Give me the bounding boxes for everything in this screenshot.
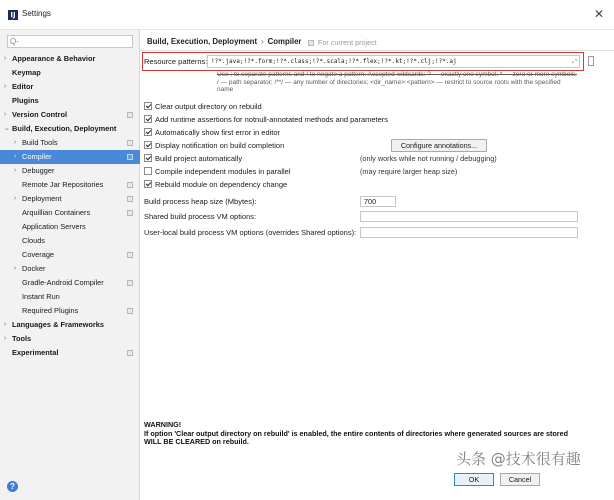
resource-patterns-input[interactable]	[207, 55, 580, 68]
sidebar-item-label: Required Plugins	[22, 306, 79, 315]
chevron-right-icon[interactable]: ›	[4, 111, 7, 118]
option-label: Add runtime assertions for notnull-annotated methods and parameters	[155, 115, 389, 124]
sidebar-item-clouds[interactable]	[0, 234, 140, 248]
scope-label: For current project	[318, 38, 377, 47]
sidebar-item-label: Keymap	[12, 68, 41, 77]
hint-line: Use ; to separate patterns and ! to negate a pattern. Accepted wildcards: ? — exactly one symbol; * — zero or more symbols;	[217, 71, 577, 78]
shared-vm-options-input[interactable]	[360, 211, 578, 222]
sidebar-item-editor[interactable]	[0, 80, 140, 94]
user-vm-options-input[interactable]	[360, 227, 578, 238]
sidebar-item-label: Arquillian Containers	[22, 208, 91, 217]
sidebar-item-label: Debugger	[22, 166, 55, 175]
configure-annotations-button[interactable]: Configure annotations...	[391, 139, 487, 152]
option-note: (only works while not running / debugging)	[360, 154, 497, 163]
option-rebuild-module-on-dependency-change[interactable]	[144, 180, 287, 190]
checkbox[interactable]	[144, 128, 152, 136]
chevron-right-icon[interactable]: ›	[14, 139, 17, 146]
chevron-right-icon[interactable]: ›	[14, 265, 17, 272]
resource-patterns-label: Resource patterns:	[144, 57, 208, 66]
header-divider	[140, 50, 614, 51]
checkbox[interactable]	[144, 141, 152, 149]
checkbox[interactable]	[144, 115, 152, 123]
warning-title: WARNING!	[144, 420, 182, 429]
chevron-right-icon[interactable]: ›	[14, 195, 17, 202]
scope-indicator	[308, 38, 377, 47]
checkbox[interactable]	[144, 102, 152, 110]
sidebar-item-label: Gradle-Android Compiler	[22, 278, 104, 287]
chevron-right-icon[interactable]: ›	[14, 153, 17, 160]
sidebar-item-coverage[interactable]	[0, 248, 140, 262]
sidebar-item-arquillian-containers[interactable]	[0, 206, 140, 220]
sidebar-item-remote-jar-repositories[interactable]	[0, 178, 140, 192]
project-scope-icon	[127, 280, 133, 286]
project-scope-icon	[127, 112, 133, 118]
sidebar-item-label: Plugins	[12, 96, 39, 105]
shared-vm-options-label: Shared build process VM options:	[144, 212, 257, 221]
sidebar-item-instant-run[interactable]	[0, 290, 140, 304]
sidebar-item-docker[interactable]	[0, 262, 140, 276]
sidebar-item-languages-frameworks[interactable]	[0, 318, 140, 332]
sidebar-item-label: Version Control	[12, 110, 68, 119]
sidebar-item-label: Docker	[22, 264, 46, 273]
option-label: Clear output directory on rebuild	[155, 102, 262, 111]
help-icon[interactable]: ?	[7, 481, 18, 492]
sidebar-item-build-tools[interactable]	[0, 136, 140, 150]
option-label: Compile independent modules in parallel	[155, 167, 291, 176]
sidebar-item-gradle-android-compiler[interactable]	[0, 276, 140, 290]
intellij-icon: IJ	[8, 10, 18, 20]
hint-line: name	[217, 86, 234, 93]
checkbox[interactable]	[144, 180, 152, 188]
option-label: Build project automatically	[155, 154, 243, 163]
hint-line: / — path separator; /**/ — any number of directories; <dir_name>:<pattern> — restrict to source roots with the specified	[217, 78, 561, 86]
option-add-runtime-assertions-for-notnull-annotated-methods-and-parameters[interactable]	[144, 115, 388, 125]
sidebar-item-version-control[interactable]	[0, 108, 140, 122]
warning-message	[144, 421, 608, 447]
sidebar-item-plugins[interactable]	[0, 94, 140, 108]
breadcrumb-separator: ›	[261, 37, 264, 46]
project-scope-icon	[308, 40, 314, 46]
option-build-project-automatically[interactable]	[144, 154, 242, 164]
option-label: Automatically show first error in editor	[155, 128, 281, 137]
chevron-down-icon[interactable]: ⌄	[4, 125, 10, 132]
resource-patterns-hint	[217, 71, 607, 94]
chevron-right-icon[interactable]: ›	[4, 83, 7, 90]
sidebar-item-label: Experimental	[12, 348, 59, 357]
option-label: Display notification on build completion	[155, 141, 285, 150]
sidebar-item-application-servers[interactable]	[0, 220, 140, 234]
project-scope-icon	[127, 140, 133, 146]
sidebar-item-label: Instant Run	[22, 292, 60, 301]
sidebar-item-deployment[interactable]	[0, 192, 140, 206]
project-scope-icon	[127, 182, 133, 188]
compiler-settings-panel	[140, 30, 614, 500]
search-icon: Q-	[10, 37, 19, 46]
sidebar-item-experimental[interactable]	[0, 346, 140, 360]
sidebar-item-appearance-behavior[interactable]	[0, 52, 140, 66]
breadcrumb-item: Compiler	[267, 37, 302, 46]
title-bar	[0, 0, 614, 30]
chevron-right-icon[interactable]: ›	[14, 167, 17, 174]
sidebar-item-label: Tools	[12, 334, 32, 343]
project-scope-icon	[127, 308, 133, 314]
option-clear-output-directory-on-rebuild[interactable]	[144, 102, 262, 112]
sidebar-item-label: Coverage	[22, 250, 55, 259]
cancel-button[interactable]: Cancel	[500, 473, 540, 486]
ok-button[interactable]: OK	[454, 473, 494, 486]
sidebar-item-debugger[interactable]	[0, 164, 140, 178]
sidebar-item-label: Build Tools	[22, 138, 58, 147]
project-scope-icon	[127, 252, 133, 258]
project-scope-icon	[127, 196, 133, 202]
option-automatically-show-first-error-in-editor[interactable]	[144, 128, 280, 138]
option-note: (may require larger heap size)	[360, 167, 458, 176]
user-vm-options-label: User-local build process VM options (overrides Shared options):	[144, 228, 357, 237]
sidebar-item-tools[interactable]	[0, 332, 140, 346]
project-scope-icon	[127, 154, 133, 160]
sidebar-item-label: Compiler	[22, 152, 52, 161]
option-display-notification-on-build-completion[interactable]	[144, 141, 284, 151]
warning-text: If option 'Clear output directory on rebuild' is enabled, the entire contents of directories where generated sources are stored	[144, 428, 568, 438]
checkbox[interactable]	[144, 154, 152, 162]
project-scope-icon	[127, 350, 133, 356]
breadcrumb	[147, 37, 301, 46]
settings-tree	[0, 52, 140, 360]
chevron-right-icon[interactable]: ›	[4, 55, 7, 62]
sidebar-item-build-execution-deployment[interactable]	[0, 122, 140, 136]
option-compile-independent-modules-in-parallel[interactable]	[144, 167, 291, 177]
checkbox[interactable]	[144, 167, 152, 175]
sidebar-item-keymap[interactable]	[0, 66, 140, 80]
heap-size-input[interactable]: 700	[360, 196, 396, 207]
sidebar-item-label: Editor	[12, 82, 34, 91]
sidebar-item-compiler[interactable]	[0, 150, 140, 164]
resource-patterns-value: !?*.java;!?*.form;!?*.class;!?*.scala;!?*.flex;!?*.kt;!?*.clj;!?*.aj	[211, 58, 457, 65]
sidebar-item-label: Build, Execution, Deployment	[12, 124, 117, 133]
expand-icon[interactable]: ⤢	[572, 58, 577, 65]
heap-size-label: Build process heap size (Mbytes):	[144, 197, 257, 206]
sidebar-item-label: Remote Jar Repositories	[22, 180, 104, 189]
sidebar-item-label: Languages & Frameworks	[12, 320, 105, 329]
sidebar-item-label: Deployment	[22, 194, 62, 203]
settings-sidebar	[0, 30, 140, 500]
sidebar-item-label: Application Servers	[22, 222, 86, 231]
window-title: Settings	[22, 9, 51, 18]
project-scope-icon	[127, 210, 133, 216]
sidebar-item-label: Appearance & Behavior	[12, 54, 96, 63]
sidebar-item-required-plugins[interactable]	[0, 304, 140, 318]
cursor-mark	[588, 56, 594, 66]
chevron-right-icon[interactable]: ›	[4, 335, 7, 342]
breadcrumb-item: Build, Execution, Deployment	[147, 37, 258, 46]
close-icon[interactable]: ✕	[593, 7, 604, 21]
watermark: 头条 @技术很有趣	[456, 450, 581, 468]
settings-search-input[interactable]	[7, 35, 133, 48]
option-label: Rebuild module on dependency change	[155, 180, 288, 189]
warning-text: WILL BE CLEARED on rebuild.	[144, 437, 249, 446]
chevron-right-icon[interactable]: ›	[4, 321, 7, 328]
sidebar-item-label: Clouds	[22, 236, 46, 245]
